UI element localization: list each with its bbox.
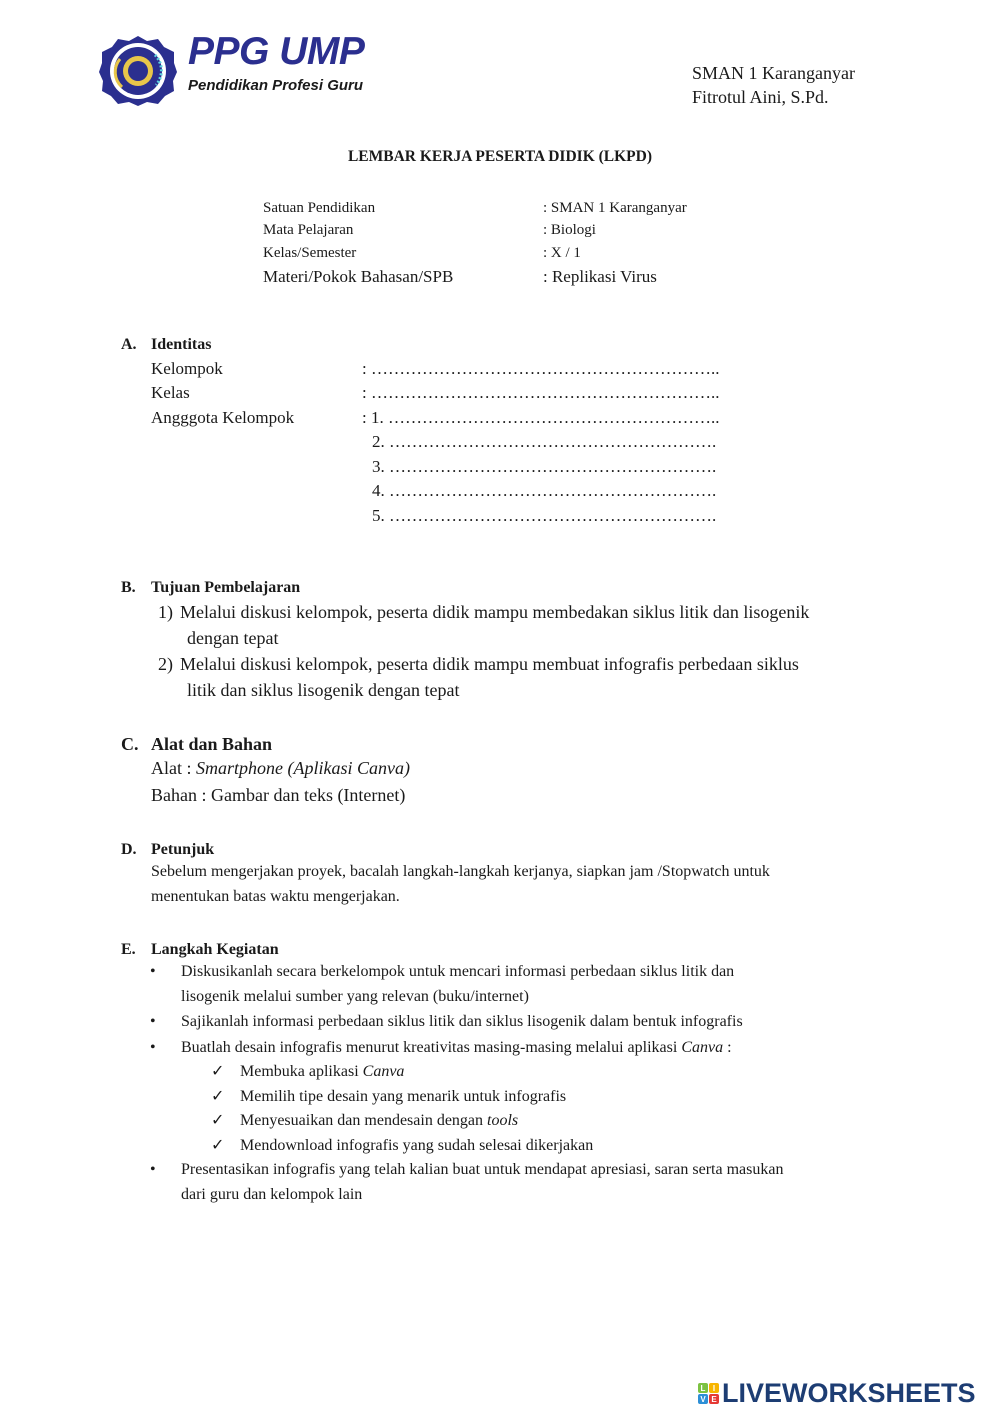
section-identitas <box>121 336 719 526</box>
meta-row <box>263 239 687 262</box>
step-text-cont: lisogenik melalui sumber yang relevan (buku/internet) <box>181 987 529 1005</box>
checkmark-icon: ✓ <box>211 1063 225 1080</box>
identity-label: Kelompok <box>151 358 223 378</box>
tile-i: I <box>709 1383 719 1393</box>
section-heading <box>121 734 410 755</box>
section-letter: B. <box>121 579 136 596</box>
identity-row-kelas[interactable] <box>151 379 719 404</box>
section-langkah <box>121 941 901 1207</box>
meta-key: Mata Pelajaran <box>263 222 354 238</box>
section-title: Tujuan Pembelajaran <box>151 579 301 596</box>
step-text: Presentasikan infografis yang telah kalian buat untuk mendapat apresiasi, saran serta masukan <box>181 1161 784 1178</box>
section-title: Identitas <box>151 336 212 353</box>
step-text: Diskusikanlah secara berkelompok untuk mencari informasi perbedaan siklus litik dan <box>181 963 735 980</box>
bullet-icon: • <box>150 1038 156 1056</box>
substep-item <box>211 1109 901 1134</box>
step-text: Buatlah desain infografis menurut kreativitas masing-masing melalui aplikasi <box>181 1038 682 1056</box>
meta-row <box>263 194 687 217</box>
step-text: : <box>723 1038 732 1056</box>
meta-table <box>263 194 687 287</box>
section-tujuan <box>121 579 901 703</box>
tile-e: E <box>709 1394 719 1404</box>
member-field-5[interactable]: 5. …………………………………………………. <box>372 505 717 525</box>
bullet-icon: • <box>150 1161 156 1178</box>
document-title: LEMBAR KERJA PESERTA DIDIK (LKPD) <box>347 148 653 165</box>
tile-v: V <box>698 1394 708 1404</box>
step-text: Sajikanlah informasi perbedaan siklus litik dan siklus lisogenik dalam bentuk infografis <box>181 1013 743 1030</box>
kelas-field[interactable]: : …………………………………………………….. <box>362 383 720 402</box>
section-letter: A. <box>121 336 137 353</box>
petunjuk-text: Sebelum mengerjakan proyek, bacalah langkah-langkah kerjanya, siapkan jam /Stopwatch untuk <box>151 863 770 880</box>
meta-value: : Biologi <box>543 222 596 238</box>
meta-key: Materi/Pokok Bahasan/SPB <box>263 266 454 286</box>
step-item <box>150 1036 901 1159</box>
liveworksheets-logo <box>698 1380 976 1407</box>
member-row <box>151 452 719 477</box>
member-row <box>151 477 719 502</box>
identity-label: Kelas <box>151 383 190 402</box>
meta-value: : Replikasi Virus <box>543 266 657 286</box>
school-name: SMAN 1 Karanganyar <box>692 63 855 83</box>
goal-text-cont: dengan tepat <box>187 628 279 648</box>
section-letter: C. <box>121 734 139 754</box>
member-field-2[interactable]: 2. …………………………………………………. <box>372 432 717 451</box>
checkmark-icon: ✓ <box>211 1112 225 1129</box>
section-petunjuk <box>121 841 901 909</box>
member-row <box>151 428 719 453</box>
logo-title: PPG UMP <box>188 30 365 73</box>
substep-text: Membuka aplikasi <box>240 1063 363 1080</box>
checkmark-icon: ✓ <box>211 1136 225 1154</box>
liveworksheets-brand: LIVEWORKSHEETS <box>722 1378 976 1408</box>
section-letter: D. <box>121 841 137 858</box>
substep-text: Memilih tipe desain yang menarik untuk infografis <box>240 1087 567 1105</box>
member-field-1[interactable]: : 1. ………………………………………………….. <box>362 407 720 427</box>
substep-text-italic: tools <box>487 1112 519 1129</box>
meta-value: : SMAN 1 Karanganyar <box>543 199 687 216</box>
checkmark-icon: ✓ <box>211 1087 225 1105</box>
meta-value: : X / 1 <box>543 244 581 261</box>
meta-row <box>263 217 687 240</box>
step-text-italic: Canva <box>681 1038 724 1056</box>
section-title: Alat dan Bahan <box>151 734 273 754</box>
goal-number: 1) <box>158 602 173 622</box>
petunjuk-text-cont: menentukan batas waktu mengerjakan. <box>151 888 400 905</box>
alat-line <box>151 755 410 782</box>
meta-key: Kelas/Semester <box>263 244 357 261</box>
step-item <box>150 960 901 1009</box>
section-heading <box>121 336 719 354</box>
step-item <box>150 1158 901 1207</box>
substep-item <box>211 1060 901 1085</box>
substep-text-italic: Canva <box>362 1063 405 1080</box>
goal-text-cont: litik dan siklus lisogenik dengan tepat <box>187 680 460 700</box>
section-heading <box>121 579 901 597</box>
goal-item <box>158 651 901 703</box>
meta-row <box>263 262 687 287</box>
step-item <box>150 1010 901 1035</box>
identity-row-anggota[interactable] <box>151 403 719 428</box>
goal-text: Melalui diskusi kelompok, peserta didik mampu membedakan siklus litik dan lisogenik <box>180 602 810 622</box>
alat-value: Smartphone (Aplikasi Canva) <box>196 758 410 778</box>
university-seal-logo <box>98 35 178 107</box>
alat-label: Alat : <box>151 758 196 778</box>
identity-row-kelompok[interactable] <box>151 354 719 379</box>
substep-item <box>211 1085 901 1110</box>
section-title: Langkah Kegiatan <box>151 941 279 958</box>
section-letter: E. <box>121 941 136 958</box>
section-heading <box>121 841 901 859</box>
logo-subtitle: Pendidikan Profesi Guru <box>188 77 364 94</box>
goal-text: Melalui diskusi kelompok, peserta didik mampu membuat infografis perbedaan siklus <box>180 654 799 674</box>
substep-item <box>211 1134 901 1159</box>
live-tiles-icon <box>698 1383 719 1404</box>
teacher-name: Fitrotul Aini, S.Pd. <box>692 87 829 107</box>
meta-key: Satuan Pendidikan <box>263 199 376 216</box>
member-field-4[interactable]: 4. …………………………………………………. <box>372 481 717 500</box>
bullet-icon: • <box>150 963 156 980</box>
tile-l: L <box>698 1383 708 1393</box>
substep-text: Mendownload infografis yang sudah selesai dikerjakan <box>240 1136 594 1154</box>
goal-item <box>158 599 901 651</box>
kelompok-field[interactable]: : …………………………………………………….. <box>362 358 720 378</box>
member-row <box>151 501 719 526</box>
goal-number: 2) <box>158 654 173 674</box>
section-title: Petunjuk <box>151 841 215 858</box>
section-alat-bahan <box>121 734 410 809</box>
bullet-icon: • <box>150 1013 156 1030</box>
step-text-cont: dari guru dan kelompok lain <box>181 1185 363 1203</box>
member-field-3[interactable]: 3. …………………………………………………. <box>372 456 717 476</box>
identity-label: Angggota Kelompok <box>151 407 295 427</box>
section-heading <box>121 941 901 959</box>
substep-text: Menyesuaikan dan mendesain dengan <box>240 1112 488 1129</box>
bahan-line: Bahan : Gambar dan teks (Internet) <box>151 785 406 805</box>
school-info <box>692 61 855 109</box>
